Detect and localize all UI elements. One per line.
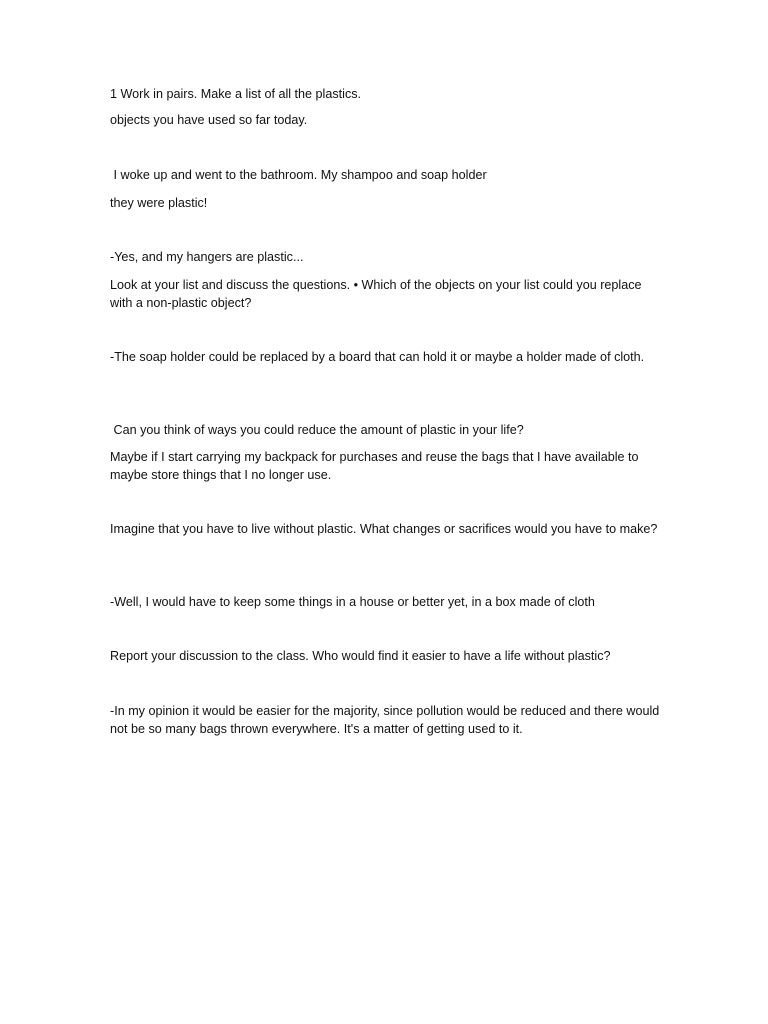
answer-opinion: -In my opinion it would be easier for the majority, since pollution would be reduced and there would not be so many bags thrown everywhere. It's a matter of getting used to it.: [110, 704, 660, 736]
answer-backpack: Maybe if I start carrying my backpack for purchases and reuse the bags that I have available to maybe store things that I no longer use.: [110, 450, 639, 482]
answer-bathroom-continued: they were plastic!: [110, 196, 208, 210]
question-reduce: Can you think of ways you could reduce the amount of plastic in your life?: [110, 423, 524, 437]
question-replace: Look at your list and discuss the questions. • Which of the objects on your list could you replace with a non-plastic object?: [110, 278, 642, 310]
task-1-heading-continued: objects you have used so far today.: [110, 113, 308, 127]
question-live-without: Imagine that you have to live without plastic. What changes or sacrifices would you have to make?: [110, 522, 658, 536]
question-report: Report your discussion to the class. Who would find it easier to have a life without plastic?: [110, 649, 611, 663]
task-1-heading: 1 Work in pairs. Make a list of all the plastics.: [110, 87, 362, 101]
answer-soap-holder: -The soap holder could be replaced by a board that can hold it or maybe a holder made of cloth.: [110, 350, 645, 364]
answer-bathroom: I woke up and went to the bathroom. My shampoo and soap holder: [110, 168, 487, 182]
answer-box-of-cloth: -Well, I would have to keep some things in a house or better yet, in a box made of cloth: [110, 595, 595, 609]
answer-hangers: -Yes, and my hangers are plastic...: [110, 250, 304, 264]
